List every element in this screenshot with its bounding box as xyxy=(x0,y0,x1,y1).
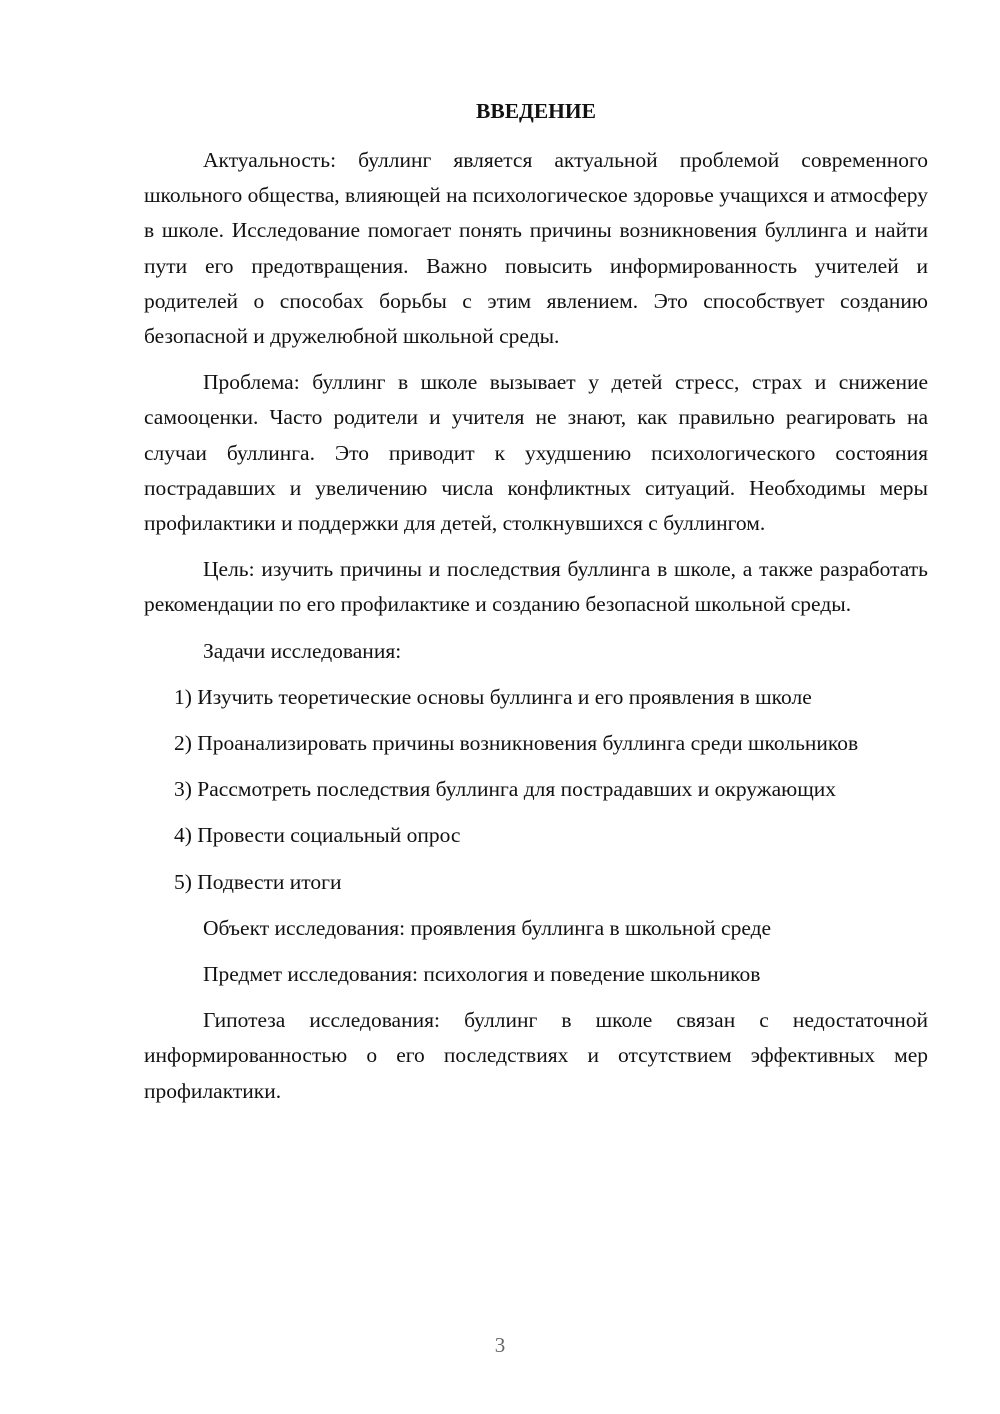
relevance-paragraph: Актуальность: буллинг является актуальной проблемой современного школьного общества, влияющей на психологическое здоровье учащихся и атмосферу в школе. Исследование помогает понять причины возникновения буллинга и найти пути его предотвращения. Важно повысить информированность учителей и родителей о способах борьбы с этим явлением. Это способствует созданию безопасной и дружелюбной школьной среды. xyxy=(144,148,928,349)
task-item-2: 2) Проанализировать причины возникновения буллинга среди школьников xyxy=(174,731,859,756)
page-number: 3 xyxy=(494,1333,506,1357)
document-page xyxy=(144,94,928,1109)
tasks-heading: Задачи исследования: xyxy=(203,638,402,663)
object-paragraph: Объект исследования: проявления буллинга в школьной среде xyxy=(203,915,772,940)
goal-paragraph: Цель: изучить причины и последствия буллинга в школе, а также разработать рекомендации по его профилактике и созданию безопасной школьной среды. xyxy=(144,557,928,617)
subject-paragraph: Предмет исследования: психология и поведение школьников xyxy=(203,962,761,987)
section-title: ВВЕДЕНИЕ xyxy=(476,99,596,123)
task-item-1: 1) Изучить теоретические основы буллинга и его проявления в школе xyxy=(174,684,812,709)
task-item-4: 4) Провести социальный опрос xyxy=(174,823,461,848)
task-item-5: 5) Подвести итоги xyxy=(174,869,342,894)
problem-paragraph: Проблема: буллинг в школе вызывает у детей стресс, страх и снижение самооценки. Часто родители и учителя не знают, как правильно реагировать на случаи буллинга. Это приводит к ухудшению психологического состояния пострадавших и увеличению числа конфликтных ситуаций. Необходимы меры профилактики и поддержки для детей, столкнувшихся с буллингом. xyxy=(144,370,928,536)
hypothesis-paragraph: Гипотеза исследования: буллинг в школе связан с недостаточной информированностью о его последствиях и отсутствием эффективных мер профилактики. xyxy=(144,1008,928,1103)
task-item-3: 3) Рассмотреть последствия буллинга для пострадавших и окружающих xyxy=(174,777,837,802)
